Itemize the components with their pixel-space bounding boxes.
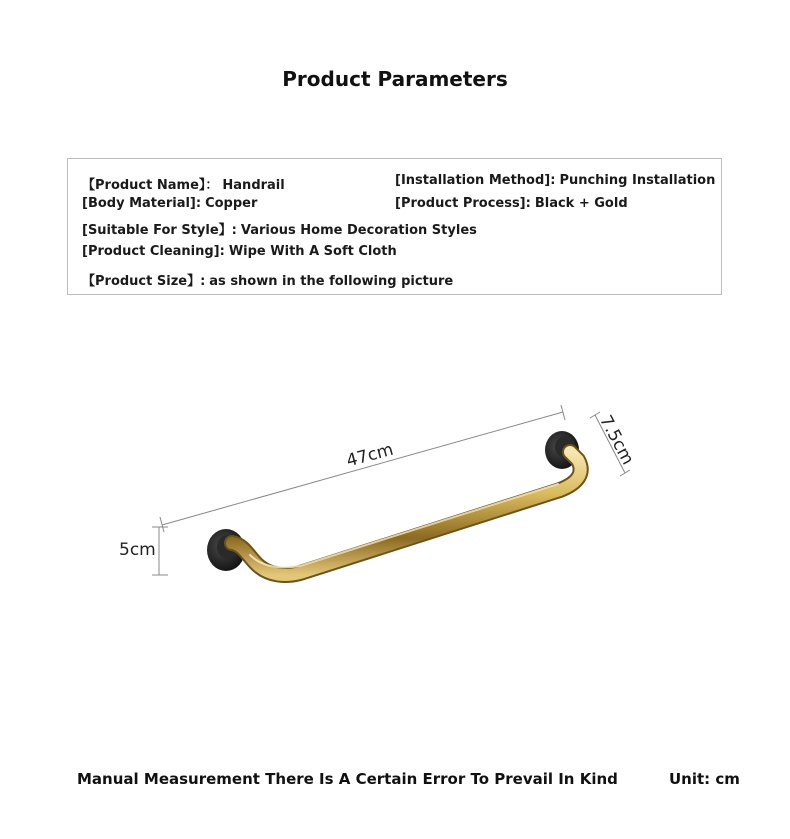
page-title: Product Parameters (282, 67, 508, 91)
param-label: 【Product Size】: (82, 274, 206, 289)
height-dimension (119, 527, 168, 575)
handrail-bar (232, 452, 581, 575)
param-value: Handrail (222, 178, 285, 193)
depth-label: 7.5cm (595, 412, 638, 469)
param-body-material (82, 196, 257, 211)
depth-tick-top (590, 412, 600, 418)
param-suitable-style (82, 219, 477, 238)
depth-dimension (590, 412, 638, 476)
measurement-note: Manual Measurement There Is A Certain Error To Prevail In Kind (77, 770, 618, 788)
handrail-bar-highlight (232, 452, 581, 575)
param-value: as shown in the following picture (209, 274, 454, 289)
height-label: 5cm (119, 540, 156, 560)
param-product-process (395, 196, 628, 211)
param-label: [Body Material]: (82, 196, 202, 211)
param-label: 【Product Name】： (82, 178, 219, 193)
param-value: Wipe With A Soft Cloth (228, 244, 397, 259)
param-label: [Product Process]: (395, 196, 531, 211)
param-value: Various Home Decoration Styles (240, 223, 477, 238)
param-label: [Product Cleaning]: (82, 244, 225, 259)
param-product-name (82, 174, 285, 193)
handrail-diagram (100, 395, 660, 605)
parameters-table (67, 158, 722, 295)
depth-tick-bottom (620, 470, 630, 476)
param-value: Copper (205, 196, 258, 211)
length-label: 47cm (344, 439, 396, 472)
handrail-bar-shine (250, 484, 558, 567)
param-installation-method (395, 173, 715, 188)
param-value: Punching Installation (559, 173, 716, 188)
param-label: [Installation Method]: (395, 173, 556, 188)
param-product-cleaning (82, 244, 397, 259)
param-value: Black + Gold (534, 196, 628, 211)
unit-label: Unit: cm (669, 770, 740, 788)
param-product-size (82, 270, 453, 289)
param-label: [Suitable For Style】: (82, 223, 237, 238)
